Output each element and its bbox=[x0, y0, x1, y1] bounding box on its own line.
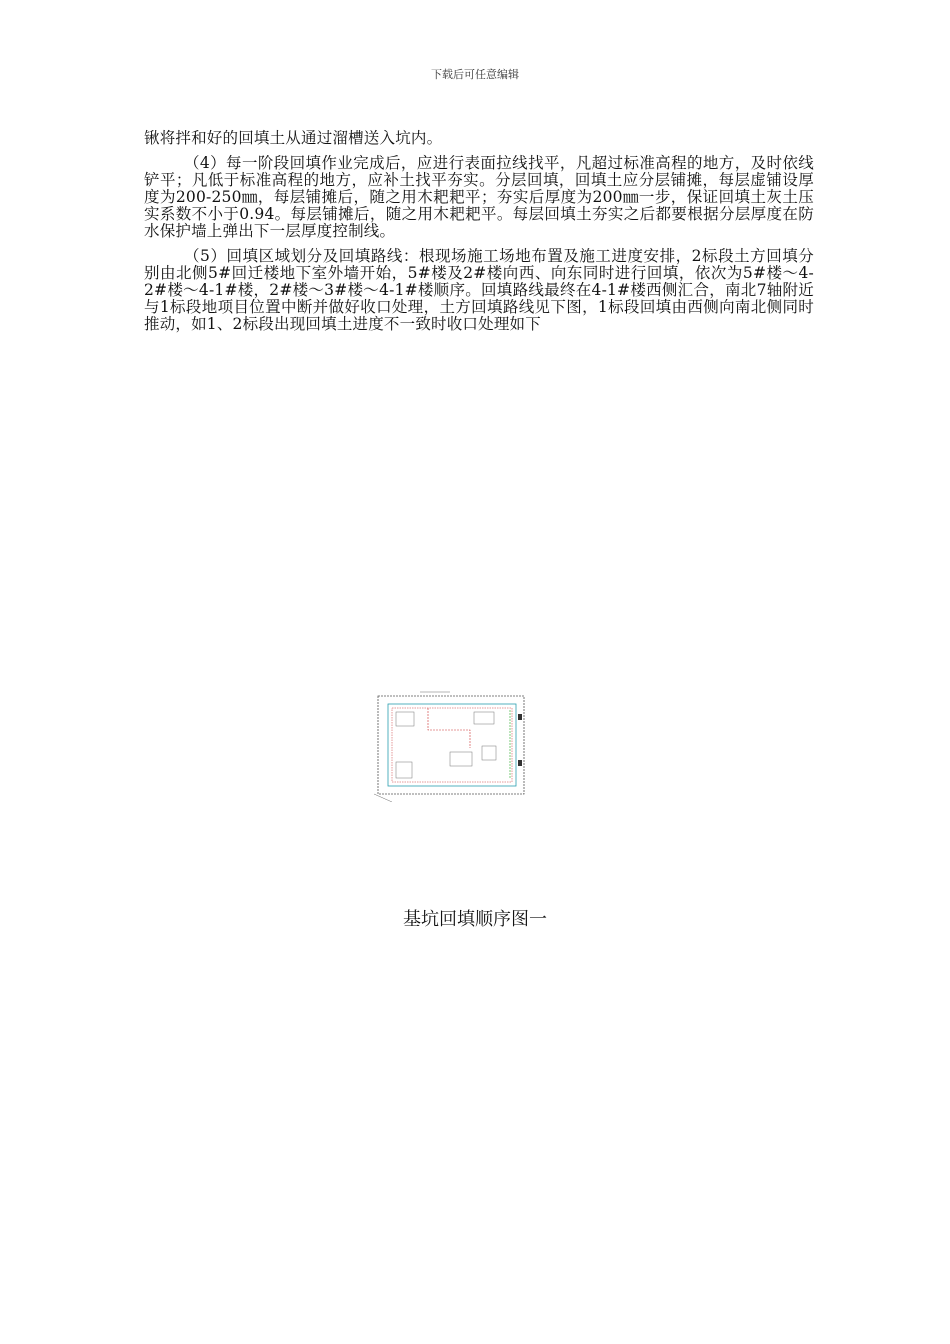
building-block bbox=[482, 746, 496, 760]
pit-outline bbox=[388, 704, 516, 786]
backfill-route-line bbox=[428, 708, 470, 748]
building-block bbox=[450, 752, 472, 766]
figure-caption: 基坑回填顺序图一 bbox=[403, 909, 547, 930]
building-block bbox=[474, 712, 494, 724]
site-boundary bbox=[378, 696, 524, 794]
paragraph-2: （4）每一阶段回填作业完成后，应进行表面拉线找平，凡超过标准高程的地方，及时依线铲平；凡低于标准高程的地方，应补土找平夯实。分层回填，回填土应分层铺摊，每层虚铺设厚度为200-250㎜，每层铺摊后，随之用木耙耙平；夯实后厚度为200㎜一步，保证回填土灰土压实系数不小于0.94。每层铺摊后，随之用木耙耙平。每层回填土夯实之后都要根据分层厚度在防水保护墙上弹出下一层厚度控制线。 bbox=[144, 154, 814, 240]
site-marker bbox=[518, 760, 522, 766]
backfill-sequence-diagram bbox=[370, 690, 530, 802]
callout-line bbox=[374, 794, 392, 802]
site-marker bbox=[518, 714, 522, 720]
paragraph-3: （5）回填区域划分及回填路线：根现场施工场地布置及施工进度安排，2标段土方回填分别由北侧5#回迁楼地下室外墙开始，5#楼及2#楼向西、向东同时进行回填，依次为5#楼～4-2#楼～4-1#楼，2#楼～3#楼～4-1#楼顺序。回填路线最终在4-1#楼西侧汇合，南北7轴附近与1标段地项目位置中断并做好收口处理，土方回填路线见下图，1标段回填由西侧向南北侧同时推动，如1、2标段出现回填土进度不一致时收口处理如下 bbox=[144, 247, 814, 333]
body-text bbox=[144, 130, 814, 341]
page-header: 下载后可任意编辑 bbox=[431, 68, 519, 81]
paragraph-1: 锹将拌和好的回填土从通过溜槽送入坑内。 bbox=[144, 129, 443, 147]
building-block bbox=[396, 712, 414, 726]
building-block bbox=[396, 762, 412, 778]
